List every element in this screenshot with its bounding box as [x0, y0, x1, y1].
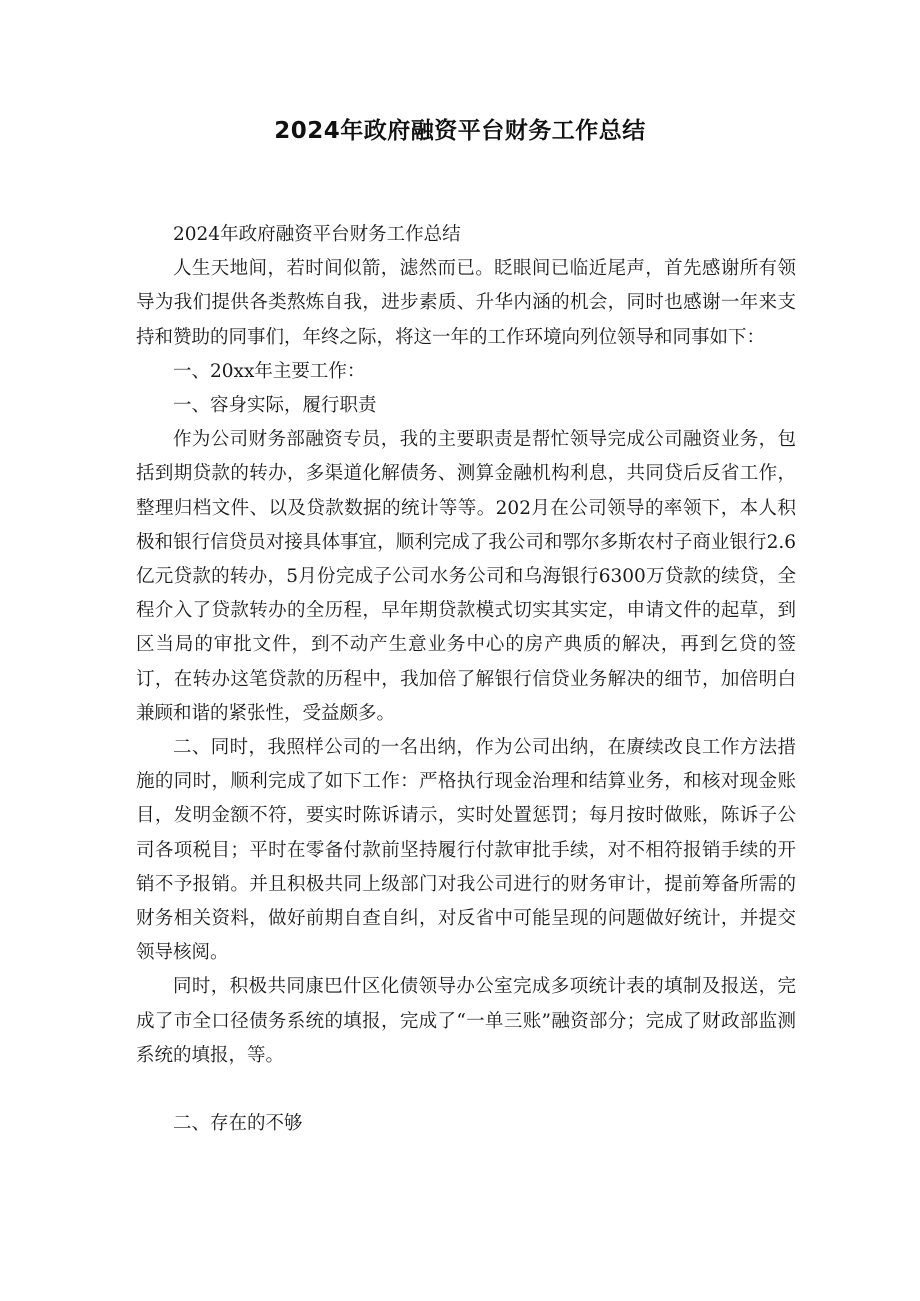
paragraph-debt-reporting: 同时，积极共同康巴什区化债领导办公室完成多项统计表的填制及报送，完成了市全口径债务系统的填报，完成了“一单三账”融资部分；完成了财政部监测系统的填报，等。 — [136, 976, 796, 1066]
subsection-heading-duties: 一、容身实际，履行职责 — [173, 395, 377, 417]
body-subtitle: 2024年政府融资平台财务工作总结 — [173, 224, 461, 245]
paragraph-cashier-work: 二、同时，我照样公司的一名出纳，作为公司出纳，在赓续改良工作方法措施的同时，顺利完成了如下工作：严格执行现金治理和结算业务，和核对现金账目，发明金额不符，要实时陈诉请示，实时处置惩罚；每月按时做账，陈诉子公司各项税目；平时在零备付款前坚持履行付款审批手续，对不相符报销手续的开销不予报销。并且积极共同上级部门对我公司进行的财务审计，提前筹备所需的财务相关资料，做好前期自查自纠，对反省中可能呈现的问题做好统计，并提交领导核阅。 — [136, 737, 796, 964]
intro-paragraph: 人生天地间，若时间似箭，滤然而已。眨眼间已临近尾声，首先感谢所有领导为我们提供各类熬炼自我，进步素质、升华内涵的机会，同时也感谢一年来支持和赞助的同事们，年终之际，将这一年的工作环境向列位领导和同事如下： — [136, 258, 796, 348]
section-heading-main-work: 一、20xx年主要工作： — [173, 360, 366, 382]
paragraph-financing-work: 作为公司财务部融资专员，我的主要职责是帮忙领导完成公司融资业务，包括到期贷款的转办，多渠道化解债务、测算金融机构利息，共同贷后反省工作，整理归档文件、以及贷款数据的统计等等。202月在公司领导的率领下，本人积极和银行信贷员对接具体事宜，顺利完成了我公司和鄂尔多斯农村子商业银行2.6亿元贷款的转办，5月份完成子公司水务公司和乌海银行6300万贷款的续贷，全程介入了贷款转办的全历程，早年期贷款模式切实其实定，申请文件的起草，到区当局的审批文件，到不动产生意业务中心的房产典质的解决，再到乞贷的签订，在转办这笔贷款的历程中，我加倍了解银行信贷业务解决的细节，加倍明白兼顾和谐的紧张性，受益颇多。 — [136, 429, 796, 724]
section-heading-shortcomings: 二、存在的不够 — [173, 1113, 303, 1135]
document-title: 2024年政府融资平台财务工作总结 — [274, 118, 646, 144]
document-body — [136, 218, 796, 1141]
